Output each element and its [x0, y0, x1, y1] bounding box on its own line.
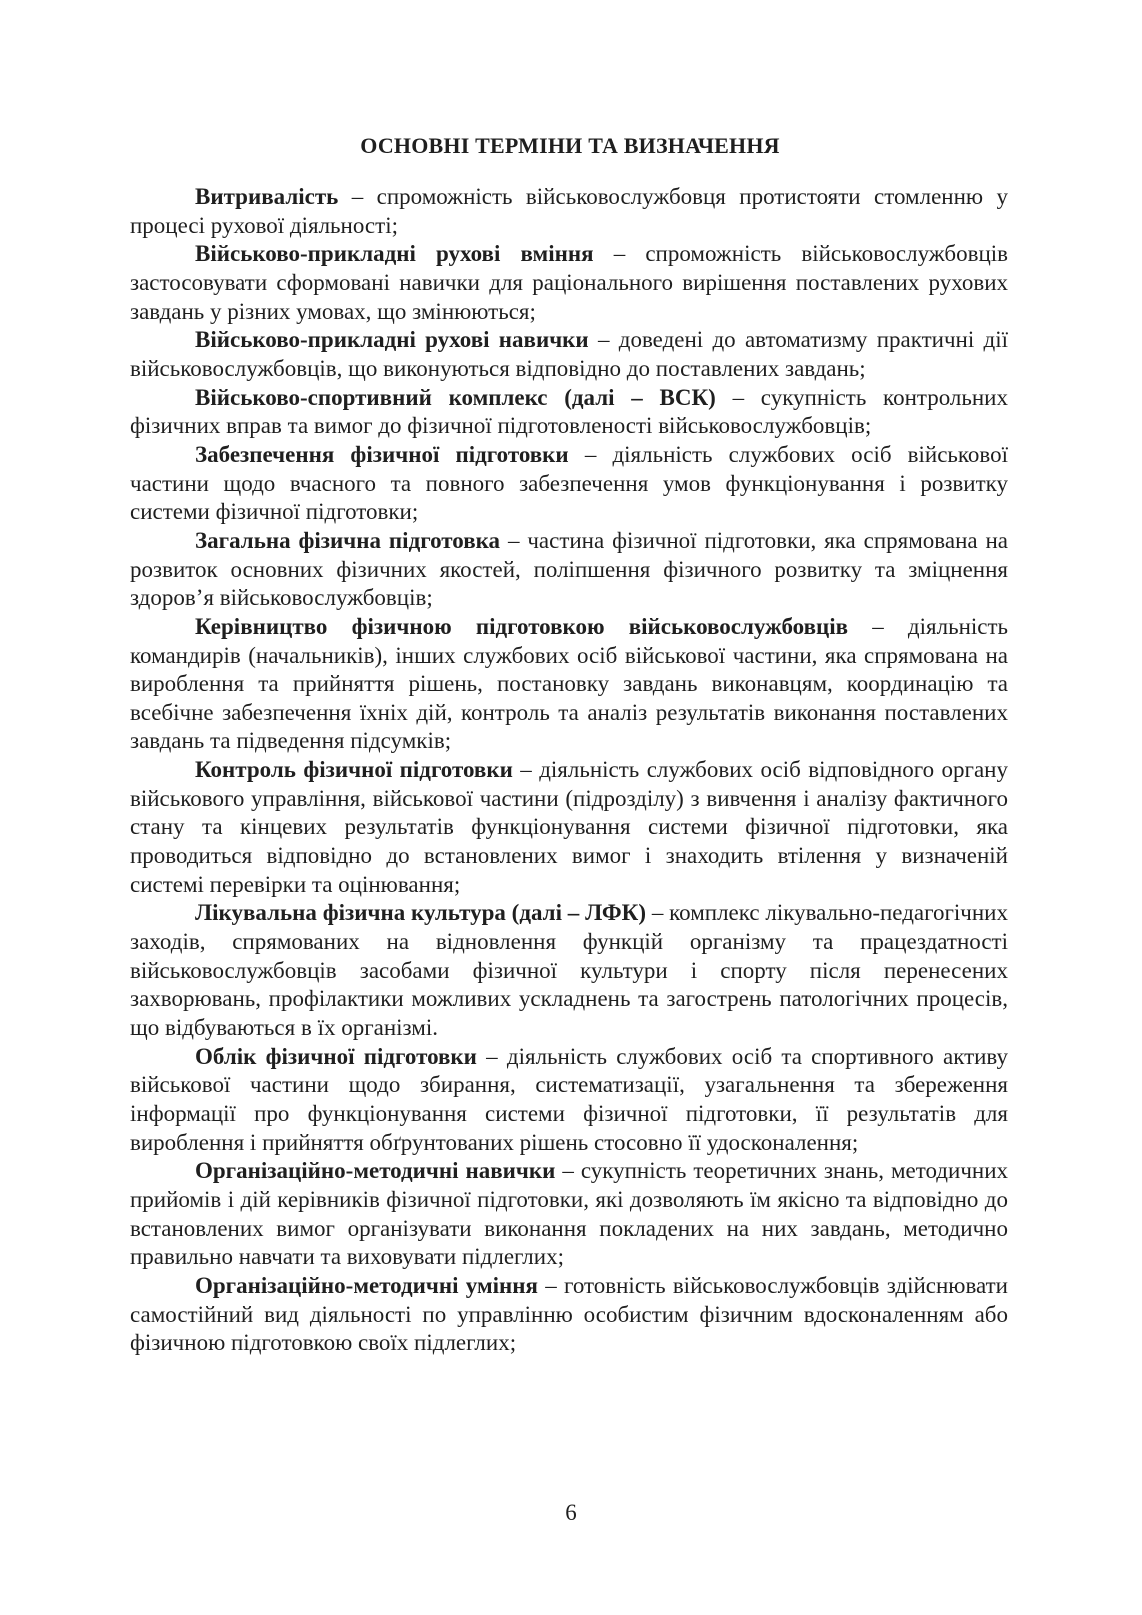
term-name: Військово-прикладні рухові вміння — [195, 241, 594, 267]
term-definition: – діяльність службових осіб військової частини щодо вчасного та повного забезпечення умов функціонування і розвитку системи фізичної підготовки; — [130, 441, 1009, 525]
term-entry — [130, 384, 1008, 441]
term-definition: – діяльність службових осіб та спортивного активу військової частини щодо збирання, систематизації, узагальнення та збереження інформації про функціонування системи фізичної підготовки, її результатів для вироблення і прийняття обґрунтованих рішень стосовно її удосконалення; — [130, 1043, 1009, 1155]
term-entry — [130, 756, 1008, 899]
term-name: Військово-прикладні рухові навички — [195, 327, 589, 353]
term-entry — [130, 1043, 1008, 1158]
term-definition: – сукупність теоретичних знань, методичних прийомів і дій керівників фізичної підготовки, які дозволяють їм якісно та відповідно до встановлених вимог організувати виконання покладених на них завдань, методично правильно навчати та виховувати підлеглих; — [130, 1158, 1009, 1270]
term-name: Лікувальна фізична культура (далі – ЛФК) — [195, 900, 647, 926]
term-entry — [130, 326, 1008, 383]
term-entry — [130, 441, 1008, 527]
term-entry — [130, 899, 1008, 1042]
term-name: Загальна фізична підготовка — [195, 527, 501, 553]
term-definition: – спроможність військовослужбовців застосовувати сформовані навички для раціонального вирішення поставлених рухових завдань у різних умовах, що змінюються; — [130, 241, 1008, 324]
terms-list — [130, 183, 1008, 1358]
term-definition: – сукупність контрольних фізичних вправ та вимог до фізичної підготовленості військовослужбовців; — [130, 384, 1008, 439]
page-number: 6 — [565, 1500, 577, 1525]
term-entry — [130, 1157, 1008, 1272]
term-definition: – діяльність командирів (начальників), інших службових осіб військової частини, яка спрямована на вироблення та прийняття рішень, постановку завдань виконавцям, координацію та всебічне забезпечення їхніх дій, контроль та аналіз результатів виконання поставлених завдань та підведення підсумків; — [130, 613, 1009, 754]
page-title: ОСНОВНІ ТЕРМІНИ ТА ВИЗНАЧЕННЯ — [360, 133, 780, 158]
term-definition: – комплекс лікувально-педагогічних заходів, спрямованих на відновлення функцій організму та працездатності військовослужбовців засобами фізичної культури і спорту після перенесених захворювань, профілактики можливих ускладнень та загострень патологічних процесів, що відбуваються в їх організмі. — [130, 900, 1008, 1041]
term-name: Забезпечення фізичної підготовки — [195, 441, 569, 467]
term-name: Облік фізичної підготовки — [195, 1043, 477, 1069]
term-entry — [130, 240, 1008, 326]
term-name: Витривалість — [195, 184, 339, 209]
term-definition: – готовність військовослужбовців здійснювати самостійний вид діяльності по управлінню особистим фізичним вдосконаленням або фізичною підготовкою своїх підлеглих; — [130, 1272, 1008, 1356]
term-name: Організаційно-методичні уміння — [195, 1272, 538, 1298]
term-name: Військово-спортивний комплекс (далі – ВСК) — [195, 384, 716, 410]
term-definition: – спроможність військовослужбовця протистояти стомленню у процесі рухової діяльності; — [130, 184, 1008, 238]
term-definition: – доведені до автоматизму практичні дії військовослужбовців, що виконуються відповідно до поставлених завдань; — [130, 327, 1008, 381]
term-name: Організаційно-методичні навички — [195, 1158, 556, 1184]
term-entry — [130, 1272, 1008, 1358]
term-name: Контроль фізичної підготовки — [195, 757, 513, 783]
term-definition: – діяльність службових осіб відповідного органу військового управління, військової частини (підрозділу) з вивчення і аналізу фактичного стану та кінцевих результатів функціонування системи фізичної підготовки, яка проводиться відповідно до встановлених вимог і знаходить втілення у визначеній системі перевірки та оцінювання; — [130, 757, 1008, 897]
term-name: Керівництво фізичною підготовкою військовослужбовців — [195, 613, 849, 639]
term-entry — [130, 613, 1008, 756]
term-entry — [130, 183, 1008, 240]
term-definition: – частина фізичної підготовки, яка спрямована на розвиток основних фізичних якостей, поліпшення фізичного розвитку та зміцнення здоров’я військовослужбовців; — [130, 527, 1009, 611]
term-entry — [130, 527, 1008, 613]
